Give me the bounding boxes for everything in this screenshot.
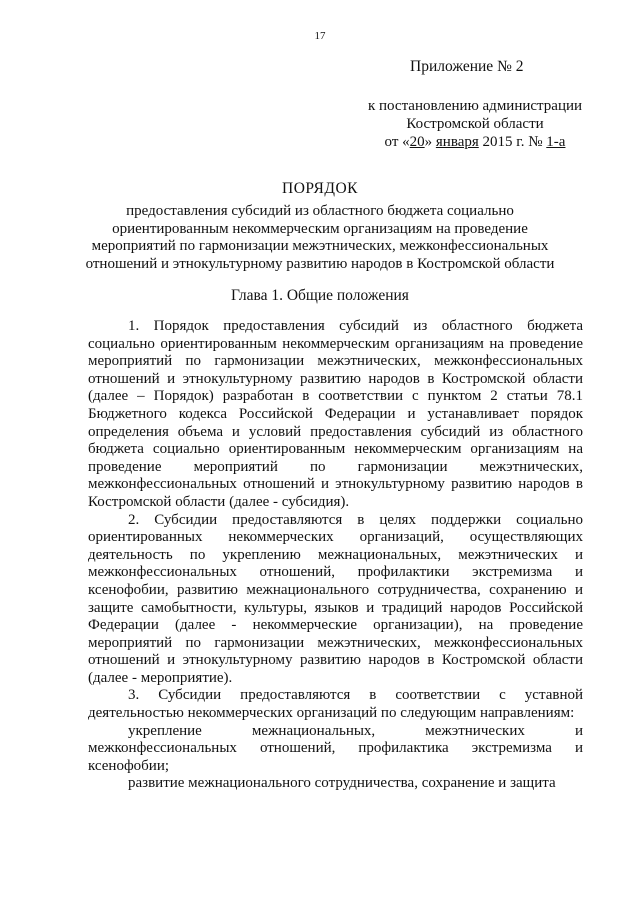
date-prefix: от «: [384, 134, 410, 150]
list-item: развитие межнационального сотрудничества, сохранение и защита: [128, 775, 556, 792]
appendix-label: Приложение № 2: [410, 58, 524, 75]
document-title: ПОРЯДОК: [282, 180, 358, 197]
paragraph-1: 1. Порядок предоставления субсидий из областного бюджета социально ориентированным некоммерческим организациям на проведение мероприятий по гармонизации межэтнических, межконфессиональных отношений и этнокультурному развитию народов в Костромской области (далее – Порядок) разработан в соответствии с пунктом 2 статьи 78.1 Бюджетного кодекса Российской Федерации и устанавливает порядок определения объема и условий предоставления субсидий из областного бюджета социально ориентированным некоммерческим организациям на проведение мероприятий по гармонизации межэтнических, межконфессиональных отношений и этнокультурному развитию народов в Костромской области (далее - субсидия).: [88, 318, 583, 510]
document-subtitle: предоставления субсидий из областного бюджета социально ориентированным некоммерческим организациям на проведение мероприятий по гармонизации межэтнических, межконфессиональных отношений и этнокультурному развитию народов в Костромской области: [85, 203, 555, 272]
decree-line-2: Костромской области: [406, 116, 544, 132]
date-day: 20: [409, 134, 425, 150]
date-year: 2015 г. №: [478, 134, 547, 150]
doc-number: 1-а: [546, 134, 566, 150]
paragraph-2: 2. Субсидии предоставляются в целях поддержки социально ориентированных некоммерческих организаций, осуществляющих деятельность по укреплению межнациональных, межэтнических и межконфессиональных отношений, профилактики экстремизма и ксенофобии, развитию межнационального сотрудничества, сохранению и защите самобытности, культуры, языков и традиций народов Российской Федерации (далее - некоммерческие организации), на проведение мероприятий по гармонизации межэтнических, межконфессиональных отношений и этнокультурному развитию народов в Костромской области (далее - мероприятие).: [88, 511, 583, 686]
decree-reference: [360, 97, 590, 151]
date-mid: »: [424, 134, 436, 150]
list-item: укрепление межнациональных, межэтнических и межконфессиональных отношений, профилактика экстремизма и ксенофобии;: [88, 722, 583, 774]
decree-line-1: к постановлению администрации: [367, 98, 583, 114]
chapter-heading: Глава 1. Общие положения: [231, 287, 409, 304]
date-month: января: [435, 134, 479, 150]
decree-date-line: [360, 133, 590, 151]
page-number: 17: [314, 30, 326, 42]
document-body: [88, 318, 583, 793]
paragraph-3: 3. Субсидии предоставляются в соответствии с уставной деятельностью некоммерческих организаций по следующим направлениям:: [88, 687, 583, 722]
